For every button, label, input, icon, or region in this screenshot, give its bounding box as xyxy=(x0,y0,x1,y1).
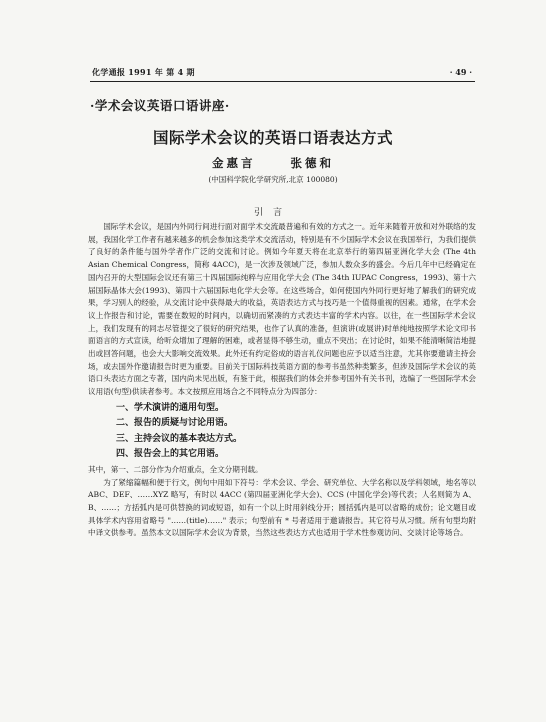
header-rule xyxy=(90,81,475,82)
column-label: ·学术会议英语口语讲座· xyxy=(90,98,230,113)
list-item: 二、报告的质疑与讨论用语。 xyxy=(116,418,234,429)
running-header xyxy=(92,67,472,81)
page-number: · 49 · xyxy=(449,67,472,77)
notation-paragraph: 为了紧缩篇幅和便于行文，例句中用如下符号：学术会议、学会、研究单位、大学名称以及学科领域，地名等以 ABC、DEF、……XYZ 略写，有时以 4ACC (第四届亚洲化学大会)、CCS (中国化学会)等代表；人名则简为 A、B、……；方括弧内是可供替换的词或短语，如有一个以上时用斜线分开；圆括弧内是可以省略的成份；论文题目或具体学术内容用省略号 "……(title)……" 表示；句型前有 * 号者适用于邀请报告。其它符号从习惯。所有句型均附中译文供参考。虽然本文以国际学术会议为背景，当然这些表达方式也适用于学术性参观访问、交谈讨论等场合。 xyxy=(88,477,476,538)
list-item: 四、报告会上的其它用语。 xyxy=(116,449,225,460)
serial-note-paragraph: 其中，第一、二部分作为介绍重点，全文分期刊载。 xyxy=(88,464,263,474)
affiliation: (中国科学院化学研究所,北京 100080) xyxy=(208,175,338,184)
parts-list xyxy=(88,401,476,463)
article-body xyxy=(88,221,476,540)
authors: 金惠言 张德和 xyxy=(211,156,334,170)
list-item: 一、学术演讲的通用句型。 xyxy=(116,402,225,413)
journal-name: 化学通报 1991 年 第 4 期 xyxy=(92,67,195,77)
section-heading-introduction: 引言 xyxy=(253,208,292,218)
intro-paragraph: 国际学术会议，是国内外同行间进行面对面学术交流最普遍和有效的方式之一。近年来随着开放和对外联络的发展，我国化学工作者有越来越多的机会参加这类学术交流活动，特别是有不少国际学术会议在我国举行，为我们提供了良好的条件能与国外学者作广泛的交流和讨论。例如今年夏天将在北京举行的第四届亚洲化学大会 (The 4th Asian Chemical Congress，简称 4ACC)，是一次涉及领域广泛，参加人数众多的盛会。今后几年中已经确定在国内召开的大型国际会议还有第三十四届国际纯粹与应用化学大会 (The 34th IUPAC Congress，1993)、第十六届国际晶体大会(1993)、第四十六届国际电化学大会等。在这些场合，如何使国内外同行更好地了解我们的研究成果，学习别人的经验，从交流讨论中获得最大的收益，英语表达方式与技巧是一个值得重视的因素。通常，在学术会议上作报告和讨论，需要在数短的时间内，以确切而紧凑的方式表达丰富的学术内容。以往，在一些国际学术会议上，我们发现有的同志尽管提交了很好的研究结果，也作了认真的准备，但演讲(或展讲)时单纯地按照学术论文印书面语言的方式宣读，给听众增加了理解的困难，或者显得不够生动，重点不突出；在讨论时，如果不能清晰简洁地提出或回答问题，也会大大影响交流效果。此外还有约定俗成的语言礼仪问题也应予以适当注意，尤其你要邀请主持会场，或去国外作邀请报告时更为重要。目前关于国际科技英语方面的参考书虽然种类繁多，但涉及国际学术会议的英语口头表达方面之专著，国内尚未见出版，有鉴于此，根据我们的体会并参考国外有关书刊，选编了一些国际学术会议用语(句型)供读者参考。本文按照应用场合之不同特点分为四部分： xyxy=(88,222,476,397)
list-item: 三、主持会议的基本表达方式。 xyxy=(116,433,243,444)
article-title: 国际学术会议的英语口语表达方式 xyxy=(152,128,393,147)
